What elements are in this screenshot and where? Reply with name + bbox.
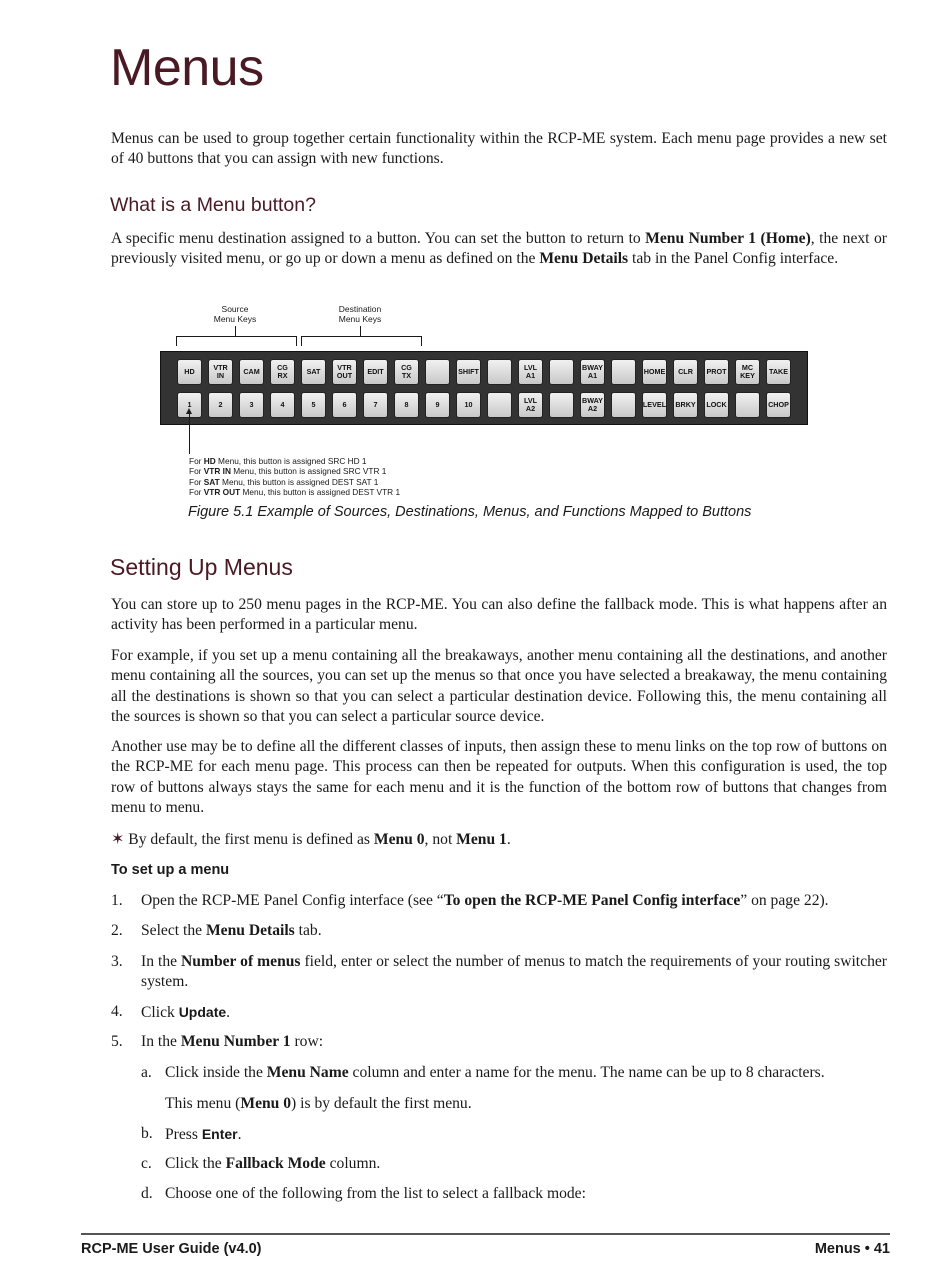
substep-letter: c. [141, 1155, 152, 1172]
panel-key: CAM [239, 359, 264, 385]
note-star-icon: ✶ [111, 831, 125, 848]
substep-letter: a. [141, 1064, 152, 1081]
button-mapping-figure [160, 300, 812, 500]
panel-key: 7 [363, 392, 388, 418]
substep-text [165, 1154, 887, 1174]
panel-key [611, 392, 636, 418]
substep-text [165, 1063, 887, 1083]
figure-note-line [189, 477, 400, 487]
menu-name: HD [203, 456, 216, 466]
setting-up-paragraph-1: You can store up to 250 menu pages in the RCP-ME. You can also define the fallback mode. This is what happens after an activity has been performed in a particular menu. [111, 596, 887, 634]
menu-name: VTR IN [203, 466, 231, 477]
destination-bracket [301, 336, 422, 346]
setting-up-paragraph-3: Another use may be to define all the different classes of inputs, then assign these to menu links on the top row of buttons on the RCP-ME for each menu page. This process can then be repeated for outputs. When this configuration is used, the top row of buttons always stays the same for each menu and it is the function of the bottom row of buttons that changes from menu to menu. [111, 738, 887, 816]
step-number: 2. [111, 922, 123, 939]
panel-key [487, 359, 512, 385]
panel-key: LEVEL [642, 392, 667, 418]
setting-up-paragraph-2: For example, if you set up a menu containing all the breakaways, another menu containing all the destinations, and another menu containing all the sources, you can set up the menus so that once you have selected a breakaway, the menu containing all the destinations is shown so that you can select a particular destination device. Following this, the menu containing all the sources is shown so that you can select a particular source device. [111, 647, 887, 725]
step-text [141, 1032, 887, 1052]
panel-key [549, 359, 574, 385]
text: , the next or previously visited menu, or go up or down a menu as defined on the [111, 230, 887, 268]
section-heading-menu-button: What is a Menu button? [110, 194, 316, 216]
bold-term: Update [178, 1004, 227, 1020]
text: Open the RCP-ME Panel Config interface (see “ [141, 892, 444, 909]
panel-key: 8 [394, 392, 419, 418]
substep-letter: b. [141, 1125, 153, 1142]
intro-paragraph: Menus can be used to group together certain functionality within the RCP-ME system. Each menu page provides a new set of 40 buttons that you can assign with new functions. [111, 130, 887, 168]
bold-term: Menu Name [266, 1064, 349, 1081]
bold-term: Number of menus [181, 953, 301, 970]
footer-rule [81, 1233, 890, 1235]
destination-bracket-stem [360, 326, 361, 336]
text: tab in the Panel Config interface. [628, 250, 839, 268]
text: This menu ( [165, 1095, 241, 1112]
text: field, enter or select the number of menus to match the requirements of your routing switcher system. [141, 953, 887, 991]
panel-key: 4 [270, 392, 295, 418]
panel-key: 6 [332, 392, 357, 418]
note-text: For [189, 466, 204, 477]
panel-key: CG TX [394, 359, 419, 385]
arrow-line [189, 411, 190, 454]
panel-key [425, 359, 450, 385]
panel-key: BRKY [673, 392, 698, 418]
step-text [141, 921, 887, 941]
source-menu-keys-label: Source Menu Keys [213, 304, 257, 324]
substep-text [165, 1124, 887, 1145]
text: Press [165, 1126, 202, 1143]
source-bracket [176, 336, 297, 346]
bold-term: Menu Details [205, 922, 295, 939]
rcp-me-panel [160, 351, 808, 425]
text: . [506, 831, 511, 848]
panel-key: CLR [673, 359, 698, 385]
figure-notes [189, 456, 400, 498]
panel-key: 10 [456, 392, 481, 418]
figure-note-line [189, 466, 400, 476]
note-text: For [189, 487, 204, 498]
bold-term: Fallback Mode [225, 1155, 326, 1172]
panel-key: CHOP [766, 392, 791, 418]
text: By default, the first menu is defined as [124, 831, 374, 848]
panel-key [549, 392, 574, 418]
text: Click [141, 1004, 179, 1021]
destination-menu-keys-label: Destination Menu Keys [338, 304, 382, 324]
bold-term: Menu Number 1 (Home) [645, 230, 811, 247]
panel-key: HOME [642, 359, 667, 385]
text: Choose one of the following from the list to select a fallback mode: [165, 1185, 586, 1202]
panel-key: PROT [704, 359, 729, 385]
text: A specific menu destination assigned to a button. You can set the button to return to [111, 230, 646, 247]
substep-letter: d. [141, 1185, 153, 1202]
panel-key: TAKE [766, 359, 791, 385]
note-text: Menu, this button is assigned DEST VTR 1 [240, 487, 401, 498]
bold-term: Menu 1 [456, 831, 507, 848]
step-text [141, 891, 887, 911]
note-text: Menu, this button is assigned SRC HD 1 [215, 456, 367, 466]
source-bracket-stem [235, 326, 236, 336]
page-title: Menus [110, 39, 264, 97]
panel-key: 5 [301, 392, 326, 418]
footer-guide-title: RCP-ME User Guide (v4.0) [81, 1241, 262, 1257]
panel-key: VTR OUT [332, 359, 357, 385]
bold-term: Menu 0 [373, 831, 425, 848]
menu-button-paragraph [111, 229, 887, 270]
text: row: [290, 1033, 324, 1050]
menu-name: VTR OUT [203, 487, 241, 498]
panel-key [735, 392, 760, 418]
step-text [141, 952, 887, 993]
footer-page-number: Menus • 41 [814, 1241, 890, 1257]
step-number: 5. [111, 1033, 123, 1050]
panel-key [611, 359, 636, 385]
bold-term: Menu Number 1 [180, 1033, 291, 1050]
panel-key: 1 [177, 392, 202, 418]
panel-key: 9 [425, 392, 450, 418]
text: In the [141, 953, 182, 970]
panel-key: SAT [301, 359, 326, 385]
menu-name: SAT [203, 476, 220, 487]
step-number: 4. [111, 1003, 123, 1020]
step-number: 3. [111, 953, 123, 970]
section-heading-setting-up-menus: Setting Up Menus [110, 554, 293, 580]
substep-text [165, 1094, 887, 1114]
panel-key [487, 392, 512, 418]
note-text: Menu, this button is assigned SRC VTR 1 [230, 466, 387, 477]
panel-key: CG RX [270, 359, 295, 385]
note-text: Menu, this button is assigned DEST SAT 1 [219, 476, 379, 487]
panel-key: EDIT [363, 359, 388, 385]
procedure-heading: To set up a menu [111, 862, 230, 878]
text: tab. [294, 922, 322, 939]
note [111, 830, 887, 850]
bold-term: Menu Details [539, 250, 629, 268]
panel-key: LVL A1 [518, 359, 543, 385]
panel-key: SHIFT [456, 359, 481, 385]
panel-key: MC KEY [735, 359, 760, 385]
text: Click the [165, 1155, 226, 1172]
step-text [141, 1002, 887, 1023]
text: In the [141, 1033, 181, 1050]
panel-key: BWAY A2 [580, 392, 605, 418]
substep-text [165, 1184, 887, 1204]
step-number: 1. [111, 892, 123, 909]
panel-key: 2 [208, 392, 233, 418]
text: column. [325, 1155, 381, 1172]
text: column and enter a name for the menu. The name can be up to 8 characters. [348, 1064, 825, 1081]
note-text: For [189, 456, 204, 466]
panel-key: 3 [239, 392, 264, 418]
text: Select the [141, 922, 206, 939]
text: . [237, 1126, 242, 1143]
text: . [226, 1004, 231, 1021]
text: , not [424, 831, 457, 848]
bold-term: Menu 0 [240, 1095, 292, 1112]
panel-key: VTR IN [208, 359, 233, 385]
text: ” on page 22). [740, 892, 829, 909]
panel-key: LOCK [704, 392, 729, 418]
text: ) is by default the first menu. [291, 1095, 472, 1112]
figure-note-line [189, 487, 400, 497]
figure-note-line [189, 456, 400, 466]
note-text: For [189, 476, 204, 487]
panel-key: LVL A2 [518, 392, 543, 418]
panel-key: BWAY A1 [580, 359, 605, 385]
bold-term: To open the RCP-ME Panel Config interface [443, 892, 741, 909]
bold-term: Enter [201, 1126, 238, 1142]
panel-key: HD [177, 359, 202, 385]
text: Click inside the [165, 1064, 267, 1081]
figure-caption: Figure 5.1 Example of Sources, Destinations, Menus, and Functions Mapped to Buttons [188, 504, 752, 520]
